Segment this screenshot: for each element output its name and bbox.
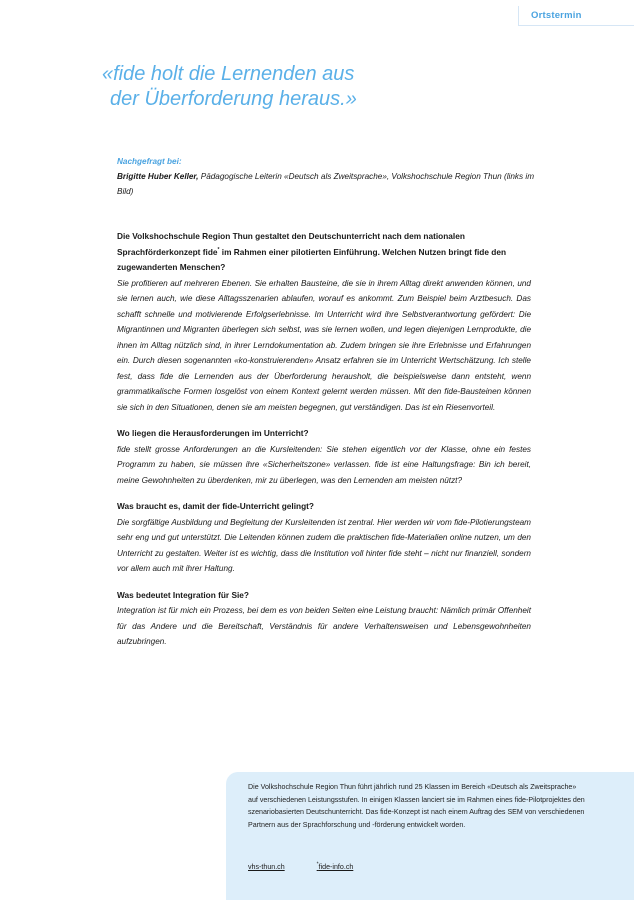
pull-quote-line-1: «fide holt die Lernenden aus: [102, 63, 355, 85]
person-name: Brigitte Huber Keller,: [117, 172, 199, 181]
interview-meta: [117, 154, 537, 199]
person-role: Pädagogische Leiterin «Deutsch als Zweitsprache», Volkshochschule Region Thun (links im Bild): [117, 172, 535, 196]
question-4: Was bedeutet Integration für Sie?: [117, 589, 249, 600]
question-2: Wo liegen die Herausforderungen im Unterricht?: [117, 428, 309, 438]
info-box-text: Die Volkshochschule Region Thun führt jährlich rund 25 Klassen im Bereich «Deutsch als Zweitsprache» auf verschiedenen Leistungsstufen. In einigen Klassen lanciert sie im Rahmen eines fide-Pilotprojektes den szenariobasierten Deutschunterricht. Das fide-Konzept ist nach einem Auftrag des SEM von verschiedenen Partnern aus der Sprachforschung und -förderung entwickelt worden.: [248, 783, 585, 829]
link-vhs-thun[interactable]: vhs-thun.ch: [248, 863, 285, 872]
link-fide-info-sup: *: [316, 862, 319, 868]
link-fide-info-label: fide-info.ch: [318, 863, 354, 872]
qa-block-3: [117, 499, 531, 577]
pull-quote-line-2: der Überforderung heraus.»: [110, 88, 357, 110]
pull-quote: [102, 62, 462, 112]
qa-block-2: [117, 426, 531, 488]
info-box-links: [248, 862, 383, 871]
answer-1: Sie profitieren auf mehreren Ebenen. Sie erhalten Bausteine, die sie in ihrem Alltag direkt anwenden können, und sie lernen auch, wie diese Alltagsszenarien ablaufen, worauf es ankommt. Zum Beispiel beim Arztbesuch. Das schafft schnelle und motivierende Erfolgserlebnisse. Im Unterricht wird ihre Selbstverantwortung gefördert: Die Migrantinnen und Migranten überlegen sich selbst, was sie lernen wollen, und legen diejenigen Lernprodukte, die ihnen im Alltag nützlich sind, in ihrer Lerndokumentation ab. Zudem bringen sie ihre Erlebnisse und Erfahrungen ein. Durch diesen sogenannten «ko-konstruierenden» Ansatz erfahren sie im Unterricht Wertschätzung. Ich stelle fest, dass fide die Lernenden aus der Überforderung herausholt, die beispielsweise dann entsteht, wenn grammatikalische Formen losgelöst von einem Kontext gelernt werden müssen. Mit den fide-Bausteinen können sie sich in den Situationen, denen sie am meisten begegnen, gut verständigen. Das ist ein Riesenvorteil.: [117, 278, 531, 412]
question-1: [117, 229, 531, 276]
question-1-sup: *: [217, 246, 220, 253]
section-tag-label: Ortstermin: [531, 10, 582, 21]
asked-label: Nachgefragt bei:: [117, 157, 182, 166]
answer-3: Die sorgfältige Ausbildung und Begleitung der Kursleitenden ist zentral. Hier werden wir vom fide-Pilotierungsteam sehr eng und gut unterstützt. Die Leitenden können zudem die praktischen fide-Materialien online nutzen, um den Unterricht zu gestalten. Weiter ist es wichtig, dass die Institution voll hinter fide steht – nicht nur finanziell, sondern vor allem auch mit ihrer Haltung.: [117, 517, 531, 573]
question-3: Was braucht es, damit der fide-Unterricht gelingt?: [117, 501, 314, 511]
answer-4: Integration ist für mich ein Prozess, bei dem es von beiden Seiten eine Leistung braucht: Nämlich primär Offenheit für das Andere und die Bereitschaft, Verständnis für andere Verhaltensweisen und Lebensgewohnheiten aufzubringen.: [117, 606, 531, 646]
question-1-part-1: Die Volkshochschule Region Thun gestaltet den Deutschunterricht nach dem nationalen Sprachförderkonzept fide: [117, 231, 465, 257]
answer-2: fide stellt grosse Anforderungen an die Kursleitenden: Sie stehen eigentlich vor der Klasse, ohne ein festes Programm zu haben, sie müssen ihre «Sicherheitszone» verlassen. fide ist eine Haltungsfrage: Bin ich bereit, meine Gewohnheiten zu überdenken, mir zu überlegen, was den Lernenden am meisten nützt?: [117, 444, 531, 485]
section-tag: [518, 6, 634, 26]
link-fide-info[interactable]: [317, 863, 354, 871]
qa-block-4: [117, 588, 531, 650]
info-box: [226, 772, 634, 900]
question-1-part-2: im Rahmen einer pilotierten Einführung. Welchen Nutzen bringt fide den zugewanderten Menschen?: [117, 246, 507, 272]
interview-body: [117, 229, 531, 661]
qa-block-1: [117, 229, 531, 415]
